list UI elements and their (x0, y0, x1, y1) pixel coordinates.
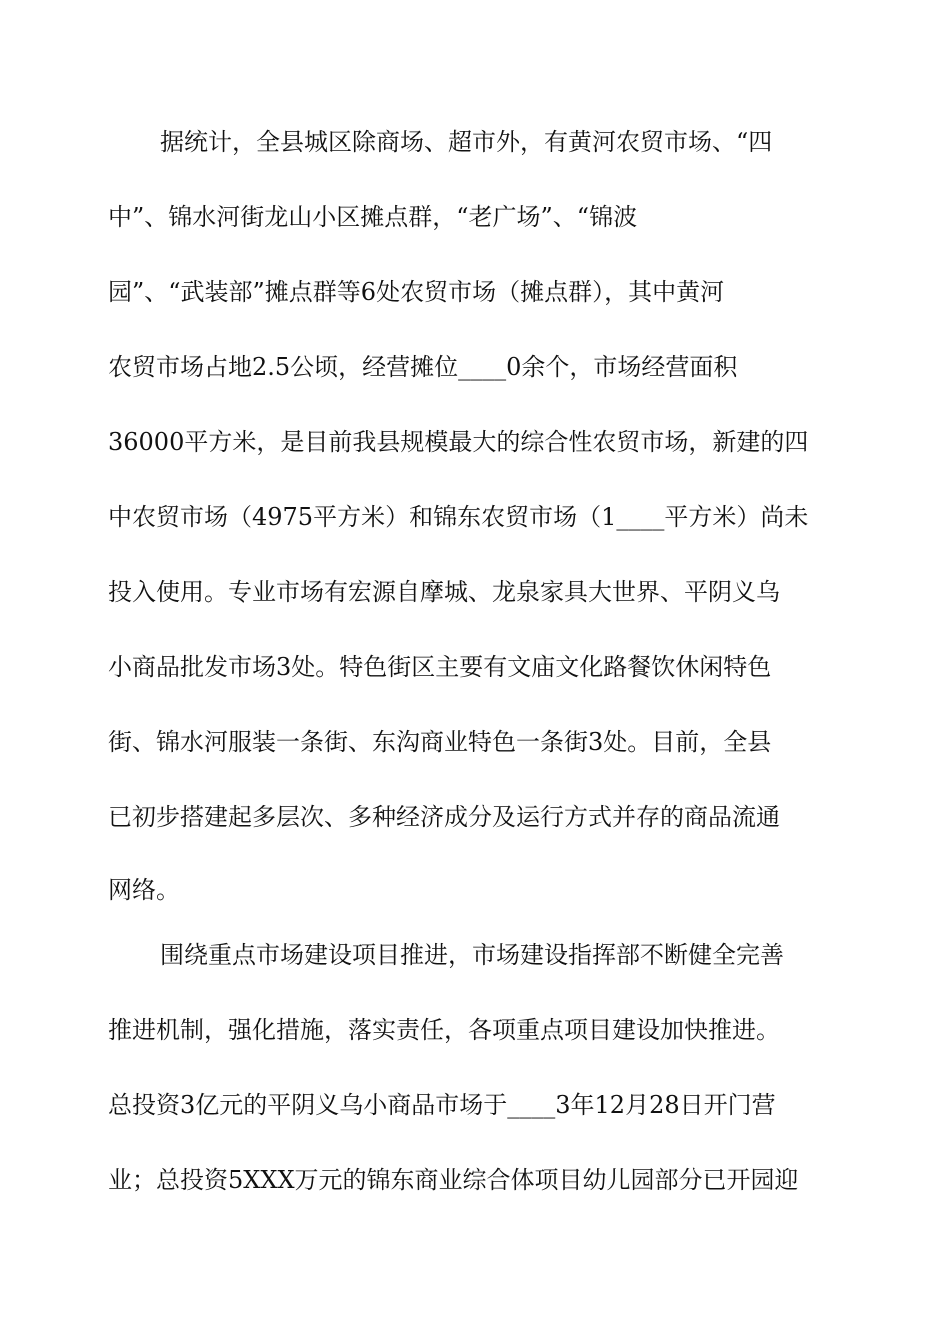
paragraph-1-line-4: 农贸市场占地2.5公顷，经营摊位____0余个，市场经营面积 (108, 353, 738, 381)
paragraph-1-line-8: 小商品批发市场3处。特色街区主要有文庙文化路餐饮休闲特色 (108, 653, 772, 681)
paragraph-1-line-11: 网络。 (108, 876, 180, 904)
paragraph-2-line-1: 围绕重点市场建设项目推进，市场建设指挥部不断健全完善 (160, 941, 784, 969)
paragraph-2-line-2: 推进机制，强化措施，落实责任，各项重点项目建设加快推进。 (108, 1016, 780, 1044)
paragraph-1-line-1: 据统计，全县城区除商场、超市外，有黄河农贸市场、“四 (160, 128, 773, 156)
paragraph-1-line-7: 投入使用。专业市场有宏源自摩城、龙泉家具大世界、平阴义乌 (108, 578, 780, 606)
paragraph-1-line-3: 园”、“武装部”摊点群等6处农贸市场（摊点群），其中黄河 (108, 278, 725, 306)
paragraph-1-line-2: 中”、锦水河街龙山小区摊点群，“老广场”、“锦波 (108, 203, 638, 231)
paragraph-1-line-6: 中农贸市场（4975平方米）和锦东农贸市场（1____平方米）尚未 (108, 503, 809, 531)
paragraph-2-line-3: 总投资3亿元的平阴义乌小商品市场于____3年12月28日开门营 (108, 1091, 776, 1119)
paragraph-1-line-9: 街、锦水河服装一条街、东沟商业特色一条街3处。目前，全县 (108, 728, 772, 756)
paragraph-2-line-4: 业；总投资5XXX万元的锦东商业综合体项目幼儿园部分已开园迎 (108, 1166, 799, 1194)
paragraph-1-line-10: 已初步搭建起多层次、多种经济成分及运行方式并存的商品流通 (108, 803, 780, 831)
paragraph-1-line-5: 36000平方米，是目前我县规模最大的综合性农贸市场，新建的四 (108, 428, 809, 456)
